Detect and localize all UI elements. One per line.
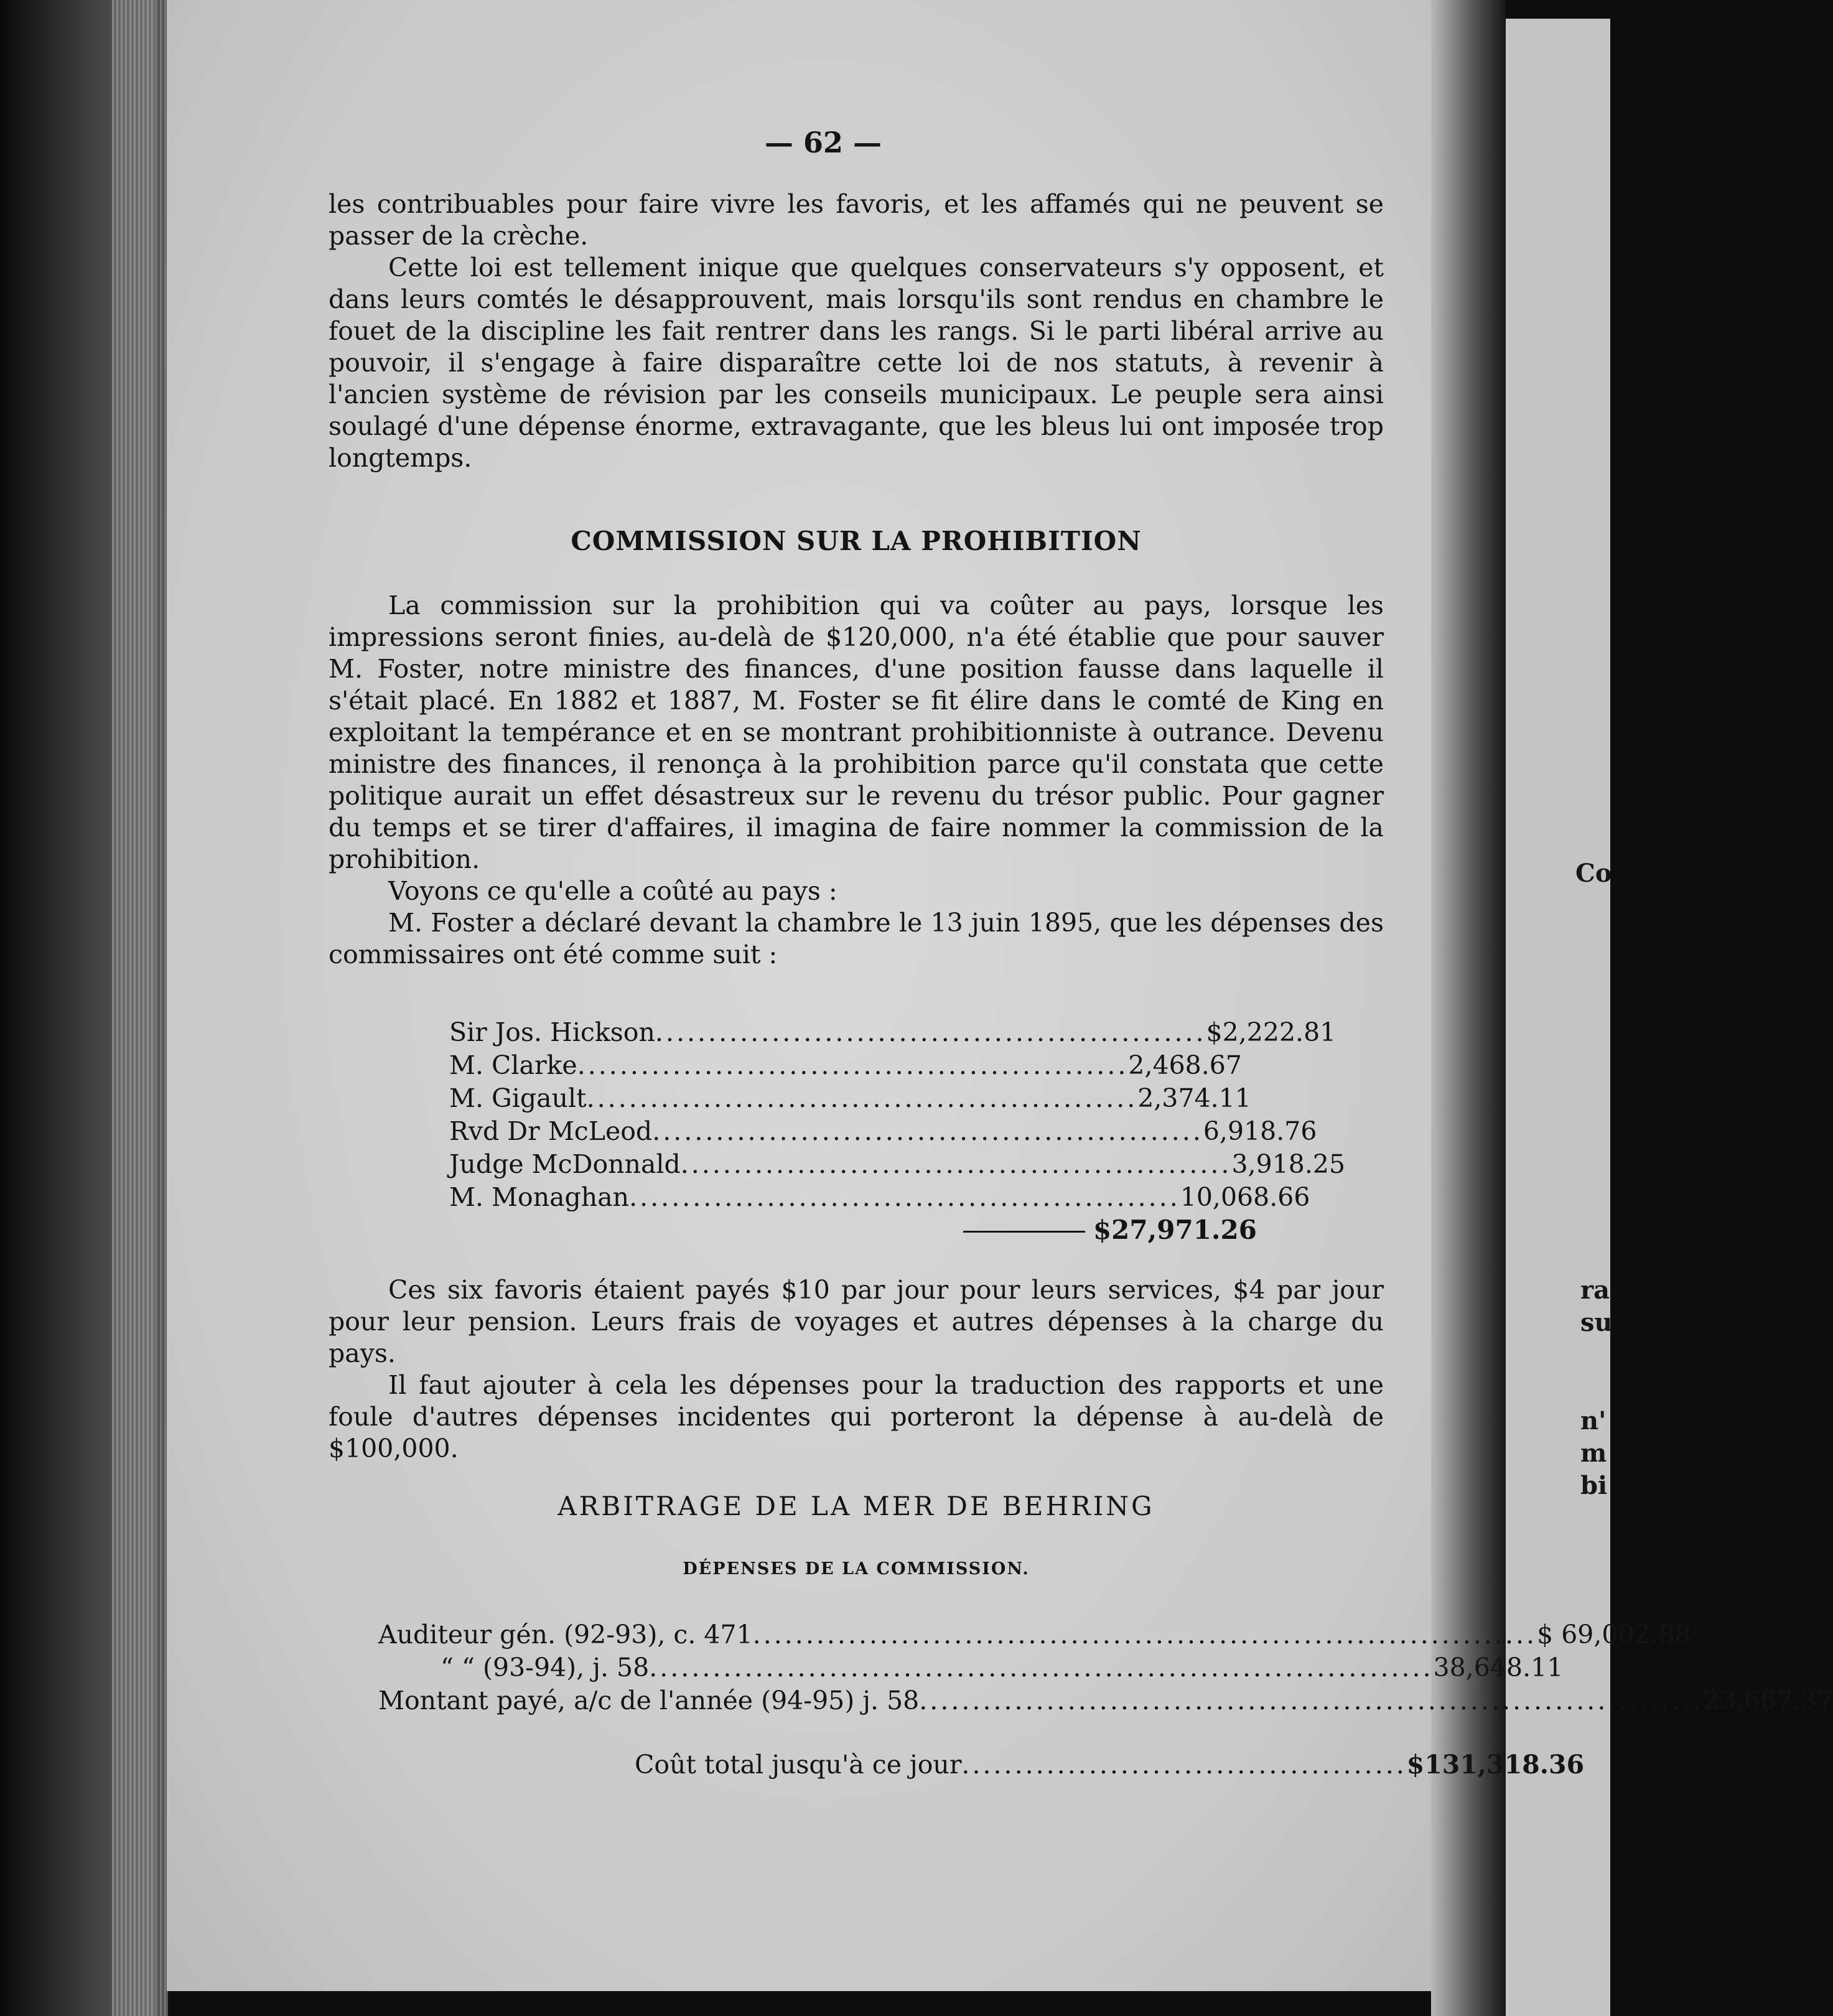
expense-row [449, 1182, 1310, 1215]
expense-row [449, 1083, 1251, 1116]
expense-amount: 6,918.76 [1203, 1116, 1317, 1146]
expense-amount: $2,222.81 [1206, 1017, 1336, 1047]
expense-name: M. Clarke [449, 1050, 577, 1080]
paragraph: Ces six favoris étaient payés $10 par jour pour leurs services, $4 par jour pour leur pension. Leurs frais de voyages et autres dépenses à la charge du pays. [329, 1275, 1384, 1368]
section-subtitle: DÉPENSES DE LA COMMISSION. [683, 1559, 1030, 1579]
expense-amount: 2,468.67 [1128, 1050, 1242, 1080]
expense-row [449, 1050, 1242, 1083]
facing-fragment: m [1580, 1439, 1607, 1468]
leader-dots: .................................................... [655, 1017, 1206, 1047]
expense-amount: 3,918.25 [1231, 1149, 1346, 1179]
expense-name: Judge McDonnald [449, 1149, 681, 1179]
expense-row [449, 1149, 1346, 1182]
cost-total-row [635, 1750, 1585, 1782]
facing-fragment: n' [1580, 1406, 1607, 1435]
cost-row [378, 1686, 1833, 1718]
section-body-continued [329, 1274, 1384, 1465]
facing-fragment: bi [1580, 1471, 1608, 1500]
cost-row [378, 1653, 1564, 1685]
expense-name: Sir Jos. Hickson [449, 1017, 655, 1047]
leader-dots: .................................................... [577, 1050, 1129, 1080]
leader-dots: .......................................................................... [919, 1686, 1704, 1715]
cost-label: “ “ (93-94), j. 58 [441, 1653, 650, 1682]
page-edges [112, 0, 168, 2016]
paragraph: M. Foster a déclaré devant la chambre le 13 juin 1895, que les dépenses des commissaires ont été comme suit : [329, 908, 1384, 969]
paragraph: Voyons ce qu'elle a coûté au pays : [388, 876, 837, 906]
facing-fragment: Co [1575, 859, 1612, 888]
section-title: COMMISSION SUR LA PROHIBITION [571, 526, 1142, 556]
section-title: ARBITRAGE DE LA MER DE BEHRING [557, 1491, 1155, 1521]
cost-row [378, 1620, 1691, 1652]
facing-fragment: ra [1580, 1276, 1610, 1305]
expense-row [449, 1017, 1336, 1050]
cost-label: Auditeur gén. (92-93), c. 471 [378, 1620, 753, 1650]
paragraph: Il faut ajouter à cela les dépenses pour la traduction des rapports et une foule d'autres dépenses incidentes qui porteront la dépense à au-delà de $100,000. [329, 1370, 1384, 1463]
expense-name: M. Gigault [449, 1083, 587, 1113]
leader-dots: .................................................... [629, 1182, 1180, 1212]
expense-amount: 2,374.11 [1137, 1083, 1251, 1113]
leader-dots: .......................................................................... [752, 1620, 1537, 1650]
expense-total: $27,971.26 [1093, 1215, 1257, 1245]
expense-name: Rvd Dr McLeod [449, 1116, 653, 1146]
cost-amount: 23,667.37 [1703, 1686, 1833, 1715]
leader-dots: .................................................... [586, 1083, 1138, 1113]
intro-text [329, 189, 1384, 474]
leader-dots: .................................................... [652, 1116, 1203, 1146]
cost-amount: 38,648.11 [1433, 1653, 1564, 1682]
expense-name: M. Monaghan [449, 1182, 630, 1212]
paragraph: La commission sur la prohibition qui va coûter au pays, lorsque les impressions seront finies, au-delà de $120,000, n'a été établie que pour sauver M. Foster, notre ministre des finances, d'une position fausse dans laquelle il s'était placé. En 1882 et 1887, M. Foster se fit élire dans le comté de King en exploitant la tempérance et en se montrant prohibitionniste à outrance. Devenu ministre des finances, il renonça à la prohibition parce qu'il constata que cette politique aurait un effet désastreux sur le revenu du trésor public. Pour gagner du temps et se tirer d'affaires, il imagina de faire nommer la commission de la prohibition. [329, 590, 1384, 874]
leader-dots: .......................................................................... [649, 1653, 1434, 1682]
page-number: — 62 — [764, 126, 882, 159]
section-body [329, 590, 1384, 971]
expense-row [449, 1116, 1317, 1149]
leader-dots: .................................................... [680, 1149, 1232, 1179]
cost-label: Montant payé, a/c de l'année (94-95) j. 58 [378, 1686, 920, 1715]
cost-total-label: Coût total jusqu'à ce jour [635, 1750, 962, 1780]
leader-dots: .......................................... [961, 1750, 1407, 1780]
paragraph: Cette loi est tellement inique que quelques conservateurs s'y opposent, et dans leurs comtés le désapprouvent, mais lorsqu'ils sont rendus en chambre le fouet de la discipline les fait rentrer dans les rangs. Si le parti libéral arrive au pouvoir, il s'engage à faire disparaître cette loi de nos statuts, à revenir à l'ancien système de révision par les conseils municipaux. Le peuple sera ainsi soulagé d'une dépense énorme, extravagante, que les bleus lui ont imposée trop longtemps. [329, 253, 1384, 473]
facing-fragment: su [1580, 1308, 1613, 1337]
cost-total-amount: $131,318.36 [1406, 1750, 1585, 1780]
facing-page [1506, 19, 1613, 2016]
expense-amount: 10,068.66 [1180, 1182, 1310, 1212]
cost-amount: $ 69,002.88 [1537, 1620, 1691, 1650]
paragraph: les contribuables pour faire vivre les favoris, et les affamés qui ne peuvent se passer de la crèche. [329, 189, 1384, 251]
